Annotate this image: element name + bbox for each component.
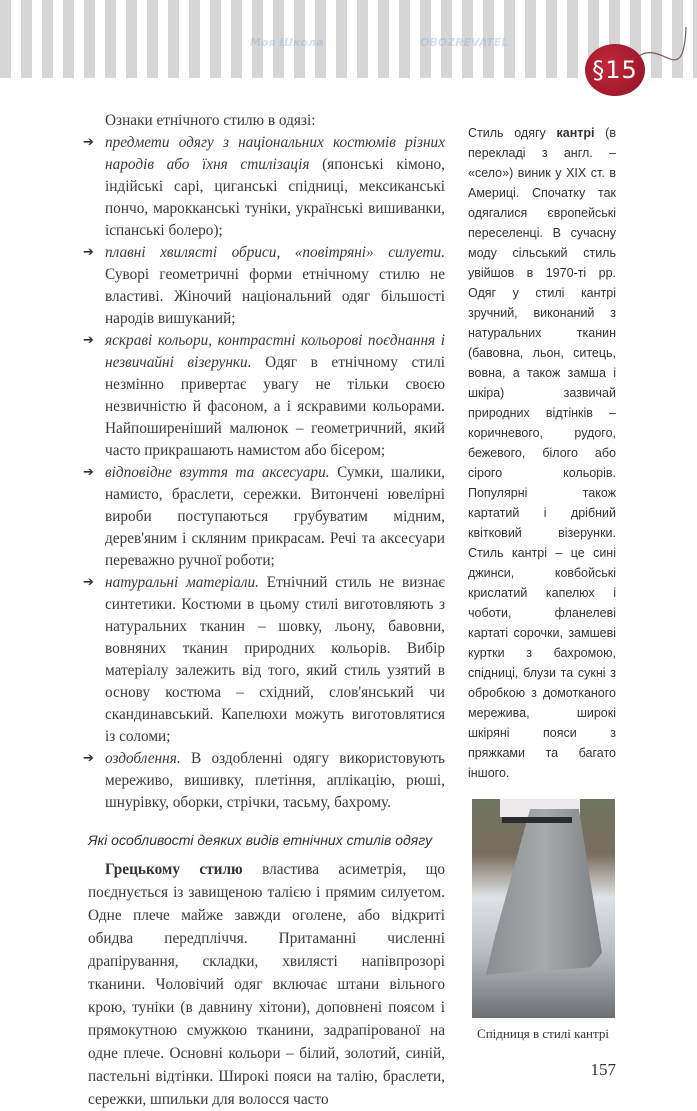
features-list <box>83 110 445 814</box>
page-number: 157 <box>590 1060 616 1079</box>
sidebar-text: (в перекладі з англ. – «село») виник у XIX ст. в Америці. Спочатку так одягалися європейські переселенці. В сучасну моду сільський стиль увійшов в 1970-ті рр. Одяг у стилі кантрі зручний, виконаний з натуральних тканин (бавовна, льон, ситець, вовна, а також замша і шкіра) зазвичай природних відтінків – коричневого, рудого, бежевого, білого або сірого кольорів. Популярні також картатий і дрібний квітковий візерунки. Стиль кантрі – це сині джинси, ковбойські крислатий капелюх і чоботи, фланелеві картаті сорочки, замшеві куртки з бахромою, спідниці, блузи та сукні з обробкою з домотканого мережива, широкі шкіряні пояси з пряжками та багато іншого. <box>468 126 616 780</box>
item-title: плавні хвилясті обриси, «повітряні» силуети. <box>105 244 445 261</box>
greek-style-paragraph <box>88 858 445 1111</box>
item-text: Сумки, шалики, намисто, браслети, сережки. Витончені ювелірні вироби поступаються грубуватим мідним, дерев'яним і скляним прикрасам. Речі та аксесуари переважно ручної роботи; <box>105 464 445 569</box>
photo-caption: Спідниця в стилі кантрі <box>477 1026 609 1041</box>
country-style-sidebar <box>468 123 616 783</box>
country-skirt-photo <box>472 799 615 1018</box>
intro-text: Ознаки етнічного стилю в одязі: <box>105 112 316 129</box>
sidebar-lead: Стиль одягу <box>468 126 557 140</box>
item-title: відповідне взуття та аксесуари. <box>105 464 330 481</box>
right-column <box>468 123 616 1080</box>
arrow-icon: ➔ <box>83 751 94 766</box>
arrow-icon: ➔ <box>83 575 94 590</box>
left-column <box>83 110 445 1111</box>
arrow-icon: ➔ <box>83 245 94 260</box>
list-item <box>83 330 445 462</box>
photo-belt <box>502 817 572 823</box>
watermark: Моя Школа <box>250 36 324 49</box>
arrow-icon: ➔ <box>83 135 94 150</box>
item-text: Одяг в етнічному стилі незмінно привертає увагу не тільки своєю незвичністю й фасоном, а і яскравими кольорами. Найпоширеніший малюнок – геометричний, який часто прикрашають намистом або бісером; <box>105 354 445 459</box>
sidebar-term: кантрі <box>556 126 595 140</box>
item-text: В оздобленні одягу використовують мереживо, вишивку, плетіння, аплікацію, рюші, шнурівку, оборки, стрічки, тасьму, бахрому. <box>105 750 445 811</box>
item-title: предмети одягу з національних костюмів різних народів або їхня стилізація <box>105 134 445 173</box>
list-item <box>83 132 445 242</box>
arrow-icon: ➔ <box>83 333 94 348</box>
list-item <box>83 572 445 748</box>
arrow-icon: ➔ <box>83 465 94 480</box>
item-title: оздоблення. <box>105 750 181 767</box>
photo-skirt <box>486 809 602 989</box>
paragraph-text: властива асиметрія, що поєднується із завищеною талією і прямим силуетом. Одне плече майже завжди оголене, або відкриті обидва передпліччя. Притаманні численні драпірування, складки, хвилясті напівпрозорі тканини. Чоловічий одяг включає штани вільного крою, туніки (в давнину хітони), доповнені поясом і прямокутною смужкою тканини, задрапірованої на одне плече. Основні кольори – білий, золотий, синій, пастельні відтінки. Широкі пояси на талію, браслети, сережки, шпильки для волосся часто <box>88 861 446 1108</box>
list-item <box>83 748 445 814</box>
item-text: Етнічний стиль не визнає синтетики. Костюми в цьому стилі виготовляють з натуральних тканин – шовку, льону, бавовни, вовняних тканин природних кольорів. Вибір матеріалу залежить від того, який стиль узятий в основу костюма – східний, слов'янський чи скандинавський. Капелюхи можуть виготовлятися із соломи; <box>105 574 445 745</box>
item-title: натуральні матеріали. <box>105 574 259 591</box>
section-heading: Які особливості деяких видів етнічних стилів одягу <box>88 832 433 848</box>
term-bold: Грецькому стилю <box>105 861 243 878</box>
watermark: OBOZREVATEL <box>420 36 509 49</box>
section-badge: §15 <box>585 44 645 96</box>
item-text: Суворі геометричні форми етнічному стилю не властиві. Жіночий національний одяг більшості народів вишуканий; <box>105 266 445 327</box>
list-item <box>83 242 445 330</box>
list-item <box>83 462 445 572</box>
item-text: (японські кімоно, індійські сарі, циганські спідниці, мексиканські пончо, марокканські туніки, українські вишиванки, іспанські болеро); <box>105 156 445 239</box>
item-title: яскраві кольори, контрастні кольорові поєднання і незвичайні візерунки. <box>105 332 445 371</box>
